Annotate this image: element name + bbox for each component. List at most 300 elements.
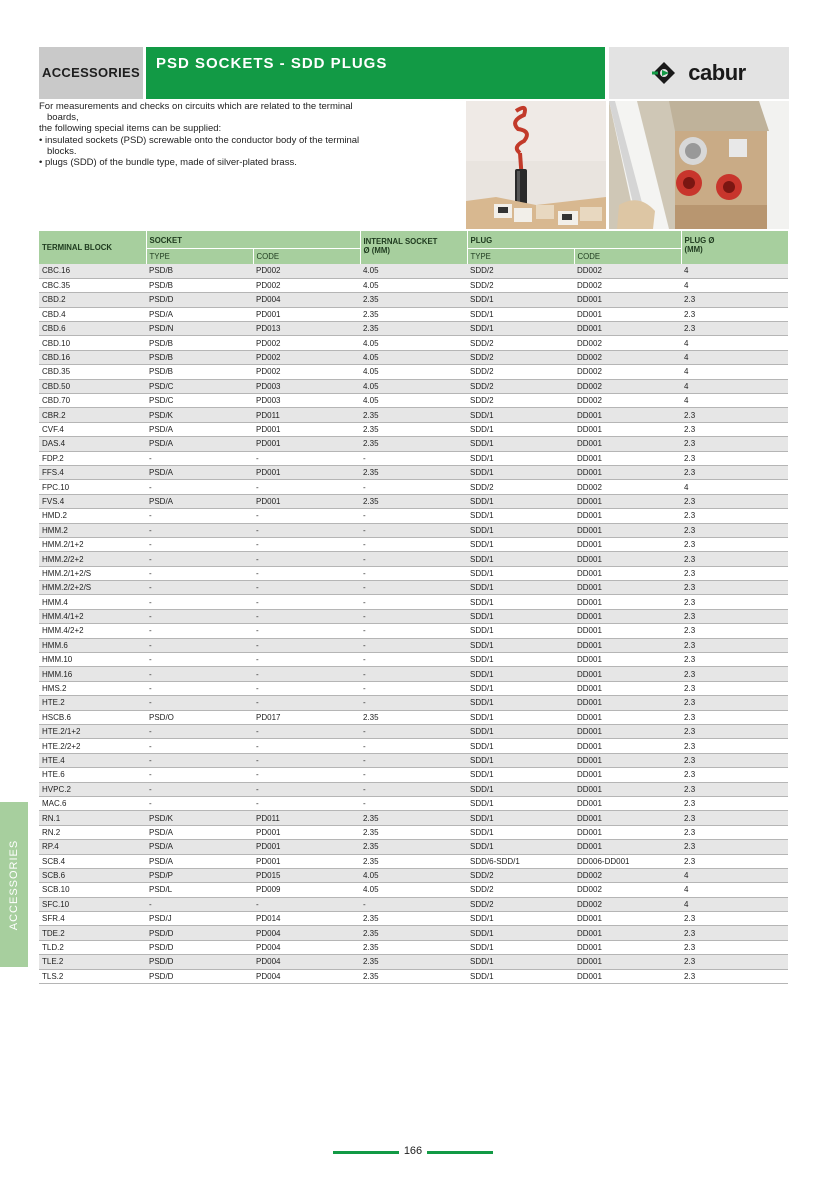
cell-socket-code: PD009 (253, 883, 360, 897)
cell-plug-diameter: 2.3 (681, 768, 788, 782)
cell-socket-type: PSD/C (146, 379, 253, 393)
cell-terminal-block: HTE.2 (39, 696, 146, 710)
cell-socket-code: PD011 (253, 408, 360, 422)
cell-plug-type: SDD/1 (467, 940, 574, 954)
cell-socket-type: PSD/A (146, 840, 253, 854)
cell-terminal-block: TDE.2 (39, 926, 146, 940)
cell-internal-socket: 4.05 (360, 365, 467, 379)
cell-internal-socket: 4.05 (360, 883, 467, 897)
cell-plug-diameter: 2.3 (681, 753, 788, 767)
cell-socket-type: PSD/A (146, 437, 253, 451)
cell-socket-type: PSD/A (146, 494, 253, 508)
cell-socket-type: - (146, 753, 253, 767)
table-row (39, 537, 788, 551)
cell-plug-type: SDD/1 (467, 725, 574, 739)
cell-plug-code: DD002 (574, 883, 681, 897)
cell-terminal-block: HMM.10 (39, 653, 146, 667)
cell-terminal-block: HMM.2 (39, 523, 146, 537)
page-number: 166 (403, 1145, 423, 1157)
cell-plug-type: SDD/1 (467, 811, 574, 825)
table-row (39, 322, 788, 336)
cell-plug-diameter: 4 (681, 883, 788, 897)
cell-plug-diameter: 2.3 (681, 609, 788, 623)
cell-socket-code: - (253, 681, 360, 695)
cell-internal-socket: - (360, 796, 467, 810)
header-socket-type: TYPE (146, 248, 253, 264)
product-photo-plug (466, 101, 606, 229)
table-row (39, 264, 788, 278)
cell-plug-type: SDD/1 (467, 537, 574, 551)
cell-plug-type: SDD/1 (467, 609, 574, 623)
cell-socket-type: PSD/B (146, 350, 253, 364)
cell-socket-code: - (253, 480, 360, 494)
cell-plug-diameter: 2.3 (681, 408, 788, 422)
cell-plug-diameter: 2.3 (681, 422, 788, 436)
cell-internal-socket: 2.35 (360, 912, 467, 926)
cell-plug-type: SDD/1 (467, 710, 574, 724)
cell-internal-socket: - (360, 595, 467, 609)
cell-internal-socket: - (360, 653, 467, 667)
cell-plug-code: DD001 (574, 509, 681, 523)
cell-plug-code: DD001 (574, 307, 681, 321)
cell-terminal-block: HMM.2/2+2 (39, 552, 146, 566)
cell-plug-type: SDD/1 (467, 653, 574, 667)
table-row (39, 811, 788, 825)
cell-terminal-block: CBC.35 (39, 278, 146, 292)
product-photo-sockets (609, 101, 789, 229)
cell-plug-type: SDD/1 (467, 624, 574, 638)
cell-socket-code: - (253, 768, 360, 782)
cell-socket-code: - (253, 653, 360, 667)
table-row (39, 926, 788, 940)
intro-line: For measurements and checks on circuits which are related to the terminal (39, 101, 353, 112)
table-row (39, 609, 788, 623)
cell-socket-code: - (253, 609, 360, 623)
cell-plug-type: SDD/1 (467, 307, 574, 321)
cell-plug-code: DD001 (574, 638, 681, 652)
cell-socket-type: PSD/B (146, 365, 253, 379)
cell-socket-type: PSD/O (146, 710, 253, 724)
table-row (39, 422, 788, 436)
cell-plug-diameter: 2.3 (681, 595, 788, 609)
cell-terminal-block: CBD.16 (39, 350, 146, 364)
cell-internal-socket: - (360, 753, 467, 767)
cell-socket-code: - (253, 509, 360, 523)
cell-internal-socket: - (360, 451, 467, 465)
table-row (39, 451, 788, 465)
cell-socket-code: PD001 (253, 825, 360, 839)
cell-plug-type: SDD/2 (467, 278, 574, 292)
intro-text (39, 101, 384, 168)
cell-socket-type: PSD/A (146, 465, 253, 479)
cell-plug-code: DD001 (574, 768, 681, 782)
cell-socket-code: PD014 (253, 912, 360, 926)
cell-socket-code: - (253, 667, 360, 681)
table-row (39, 667, 788, 681)
cell-plug-code: DD002 (574, 480, 681, 494)
cell-terminal-block: FPC.10 (39, 480, 146, 494)
cell-terminal-block: HMM.4/1+2 (39, 609, 146, 623)
cell-socket-type: - (146, 480, 253, 494)
cell-plug-code: DD001 (574, 465, 681, 479)
cell-plug-code: DD001 (574, 537, 681, 551)
table-row (39, 595, 788, 609)
cell-plug-type: SDD/1 (467, 753, 574, 767)
cell-plug-type: SDD/1 (467, 969, 574, 983)
cell-terminal-block: HMM.2/1+2 (39, 537, 146, 551)
cell-plug-diameter: 2.3 (681, 465, 788, 479)
table-row (39, 566, 788, 580)
cell-terminal-block: HTE.4 (39, 753, 146, 767)
cell-plug-type: SDD/6-SDD/1 (467, 854, 574, 868)
table-row (39, 437, 788, 451)
cell-socket-code: PD001 (253, 465, 360, 479)
cell-plug-diameter: 2.3 (681, 825, 788, 839)
cell-plug-diameter: 4 (681, 278, 788, 292)
cell-internal-socket: - (360, 523, 467, 537)
cell-plug-diameter: 2.3 (681, 624, 788, 638)
header-plug-type: TYPE (467, 248, 574, 264)
cell-terminal-block: SCB.10 (39, 883, 146, 897)
cell-plug-type: SDD/2 (467, 868, 574, 882)
cell-socket-type: - (146, 537, 253, 551)
cell-internal-socket: - (360, 537, 467, 551)
cell-socket-code: - (253, 638, 360, 652)
cell-internal-socket: 2.35 (360, 854, 467, 868)
cell-internal-socket: - (360, 480, 467, 494)
cell-socket-code: PD001 (253, 840, 360, 854)
cell-terminal-block: FFS.4 (39, 465, 146, 479)
cell-plug-type: SDD/1 (467, 796, 574, 810)
table-row (39, 379, 788, 393)
cell-terminal-block: TLS.2 (39, 969, 146, 983)
cell-plug-code: DD001 (574, 595, 681, 609)
cell-plug-diameter: 2.3 (681, 293, 788, 307)
cell-plug-type: SDD/2 (467, 350, 574, 364)
cell-terminal-block: CBD.10 (39, 336, 146, 350)
cell-socket-code: PD004 (253, 955, 360, 969)
cell-plug-diameter: 2.3 (681, 955, 788, 969)
cell-plug-type: SDD/1 (467, 768, 574, 782)
cell-socket-code: - (253, 595, 360, 609)
cell-plug-type: SDD/1 (467, 437, 574, 451)
cell-internal-socket: 4.05 (360, 394, 467, 408)
cell-plug-diameter: 2.3 (681, 638, 788, 652)
cell-socket-code: - (253, 566, 360, 580)
cell-terminal-block: FVS.4 (39, 494, 146, 508)
cell-socket-type: - (146, 681, 253, 695)
cell-socket-code: PD003 (253, 394, 360, 408)
cell-terminal-block: RN.2 (39, 825, 146, 839)
cell-socket-type: PSD/K (146, 408, 253, 422)
cell-socket-code: - (253, 523, 360, 537)
cell-socket-type: PSD/A (146, 854, 253, 868)
table-row (39, 969, 788, 983)
cell-plug-code: DD001 (574, 969, 681, 983)
cell-internal-socket: - (360, 897, 467, 911)
cell-plug-type: SDD/2 (467, 883, 574, 897)
cell-internal-socket: 2.35 (360, 307, 467, 321)
cell-socket-type: PSD/A (146, 422, 253, 436)
cell-socket-code: - (253, 552, 360, 566)
cell-plug-diameter: 2.3 (681, 782, 788, 796)
cell-plug-code: DD001 (574, 408, 681, 422)
cell-terminal-block: CBD.50 (39, 379, 146, 393)
cell-socket-code: - (253, 696, 360, 710)
cell-plug-code: DD001 (574, 667, 681, 681)
cell-socket-code: PD002 (253, 278, 360, 292)
table-body (39, 264, 788, 984)
cell-socket-type: - (146, 653, 253, 667)
cell-internal-socket: - (360, 667, 467, 681)
cell-plug-type: SDD/1 (467, 782, 574, 796)
cell-plug-type: SDD/1 (467, 523, 574, 537)
cell-internal-socket: - (360, 696, 467, 710)
header-plug-diameter (681, 231, 788, 264)
cell-socket-type: PSD/A (146, 825, 253, 839)
cell-plug-type: SDD/1 (467, 681, 574, 695)
cell-socket-type: - (146, 624, 253, 638)
cell-terminal-block: HMM.6 (39, 638, 146, 652)
cell-socket-code: PD004 (253, 926, 360, 940)
table-row (39, 955, 788, 969)
cell-terminal-block: TLD.2 (39, 940, 146, 954)
header-terminal-block: TERMINAL BLOCK (39, 231, 146, 264)
cell-plug-diameter: 4 (681, 350, 788, 364)
cell-internal-socket: - (360, 624, 467, 638)
cell-plug-type: SDD/1 (467, 912, 574, 926)
cell-internal-socket: 2.35 (360, 811, 467, 825)
cell-plug-code: DD001 (574, 552, 681, 566)
cell-socket-code: PD013 (253, 322, 360, 336)
cell-terminal-block: CBD.4 (39, 307, 146, 321)
cell-plug-code: DD001 (574, 653, 681, 667)
table-row (39, 725, 788, 739)
cell-plug-code: DD001 (574, 782, 681, 796)
cell-plug-code: DD001 (574, 494, 681, 508)
cell-plug-code: DD002 (574, 336, 681, 350)
cell-internal-socket: 2.35 (360, 408, 467, 422)
cell-internal-socket: - (360, 581, 467, 595)
cell-plug-diameter: 2.3 (681, 854, 788, 868)
footer-rule-left (333, 1151, 399, 1154)
cell-socket-type: - (146, 796, 253, 810)
table-row (39, 523, 788, 537)
cell-socket-code: PD011 (253, 811, 360, 825)
cell-socket-type: - (146, 595, 253, 609)
cell-plug-code: DD001 (574, 825, 681, 839)
cell-terminal-block: DAS.4 (39, 437, 146, 451)
cell-plug-diameter: 2.3 (681, 681, 788, 695)
cell-plug-type: SDD/1 (467, 739, 574, 753)
cell-internal-socket: 2.35 (360, 840, 467, 854)
table-row (39, 840, 788, 854)
cell-internal-socket: 4.05 (360, 868, 467, 882)
cell-terminal-block: HVPC.2 (39, 782, 146, 796)
cell-socket-type: PSD/L (146, 883, 253, 897)
header-internal-socket-label: INTERNAL SOCKET (363, 237, 438, 246)
cell-plug-diameter: 2.3 (681, 940, 788, 954)
cell-socket-type: PSD/C (146, 394, 253, 408)
cell-plug-code: DD002 (574, 868, 681, 882)
cell-plug-diameter: 2.3 (681, 451, 788, 465)
table-row (39, 912, 788, 926)
cell-plug-diameter: 2.3 (681, 566, 788, 580)
cell-socket-type: - (146, 782, 253, 796)
cell-terminal-block: HMM.16 (39, 667, 146, 681)
cell-plug-code: DD001 (574, 293, 681, 307)
cell-socket-type: PSD/D (146, 955, 253, 969)
cell-plug-type: SDD/1 (467, 926, 574, 940)
header-plug: PLUG (467, 231, 681, 248)
cell-plug-code: DD001 (574, 753, 681, 767)
cell-plug-type: SDD/2 (467, 336, 574, 350)
cell-plug-diameter: 2.3 (681, 523, 788, 537)
cell-plug-diameter: 2.3 (681, 840, 788, 854)
cell-plug-diameter: 2.3 (681, 322, 788, 336)
cell-terminal-block: CBD.35 (39, 365, 146, 379)
cell-plug-diameter: 2.3 (681, 581, 788, 595)
table-row (39, 782, 788, 796)
cell-plug-type: SDD/2 (467, 480, 574, 494)
cell-internal-socket: 2.35 (360, 940, 467, 954)
table-row (39, 854, 788, 868)
cell-socket-code: PD002 (253, 264, 360, 278)
cell-plug-type: SDD/1 (467, 595, 574, 609)
cell-socket-type: PSD/D (146, 926, 253, 940)
cell-plug-type: SDD/1 (467, 581, 574, 595)
cell-internal-socket: - (360, 782, 467, 796)
cell-terminal-block: CBD.6 (39, 322, 146, 336)
side-tab-label: ACCESSORIES (8, 839, 20, 930)
cell-plug-code: DD001 (574, 710, 681, 724)
table-row (39, 710, 788, 724)
cell-socket-code: - (253, 581, 360, 595)
cell-internal-socket: 2.35 (360, 465, 467, 479)
cell-plug-diameter: 2.3 (681, 653, 788, 667)
cell-socket-type: PSD/B (146, 264, 253, 278)
cell-socket-type: - (146, 897, 253, 911)
table-row (39, 897, 788, 911)
table-row (39, 653, 788, 667)
cell-plug-type: SDD/1 (467, 840, 574, 854)
cell-plug-code: DD001 (574, 422, 681, 436)
table-row (39, 552, 788, 566)
cell-plug-code: DD002 (574, 350, 681, 364)
header-plug-diameter-unit: (MM) (684, 245, 703, 254)
table-row (39, 868, 788, 882)
cell-socket-code: PD004 (253, 293, 360, 307)
cell-plug-type: SDD/1 (467, 451, 574, 465)
cell-plug-diameter: 4 (681, 365, 788, 379)
table-row (39, 768, 788, 782)
cell-socket-type: PSD/D (146, 293, 253, 307)
cell-terminal-block: HTE.2/1+2 (39, 725, 146, 739)
cell-socket-code: - (253, 451, 360, 465)
cell-plug-type: SDD/1 (467, 293, 574, 307)
cell-plug-diameter: 2.3 (681, 969, 788, 983)
cell-plug-diameter: 4 (681, 868, 788, 882)
cell-internal-socket: 2.35 (360, 322, 467, 336)
cell-plug-diameter: 2.3 (681, 796, 788, 810)
table-row (39, 350, 788, 364)
cell-socket-code: PD015 (253, 868, 360, 882)
cell-plug-code: DD001 (574, 581, 681, 595)
cell-socket-type: PSD/D (146, 969, 253, 983)
cell-socket-type: - (146, 696, 253, 710)
cell-terminal-block: CVF.4 (39, 422, 146, 436)
cell-socket-code: PD001 (253, 437, 360, 451)
cell-terminal-block: HMM.4/2+2 (39, 624, 146, 638)
cell-socket-code: PD001 (253, 854, 360, 868)
cell-terminal-block: HSCB.6 (39, 710, 146, 724)
cell-plug-code: DD001 (574, 840, 681, 854)
cell-plug-type: SDD/1 (467, 696, 574, 710)
cell-plug-type: SDD/1 (467, 638, 574, 652)
footer-rule-right (427, 1151, 493, 1154)
header-plug-diameter-label: PLUG Ø (684, 236, 715, 245)
cell-plug-type: SDD/1 (467, 509, 574, 523)
header-socket: SOCKET (146, 231, 360, 248)
cell-internal-socket: 2.35 (360, 437, 467, 451)
cell-plug-diameter: 2.3 (681, 509, 788, 523)
cell-plug-code: DD002 (574, 394, 681, 408)
cell-socket-code: PD002 (253, 350, 360, 364)
cell-plug-diameter: 4 (681, 897, 788, 911)
cell-socket-code: PD001 (253, 422, 360, 436)
cell-terminal-block: HMD.2 (39, 509, 146, 523)
cell-plug-type: SDD/1 (467, 552, 574, 566)
table-row (39, 394, 788, 408)
cell-internal-socket: - (360, 725, 467, 739)
intro-line: the following special items can be supplied: (39, 123, 222, 135)
header-socket-code: CODE (253, 248, 360, 264)
cell-internal-socket: 2.35 (360, 293, 467, 307)
cell-plug-type: SDD/2 (467, 264, 574, 278)
logo-wordmark: cabur (688, 60, 746, 85)
cell-terminal-block: HMM.2/1+2/S (39, 566, 146, 580)
cell-plug-code: DD001 (574, 796, 681, 810)
cell-terminal-block: CBD.2 (39, 293, 146, 307)
cell-plug-code: DD002 (574, 264, 681, 278)
cell-socket-type: PSD/P (146, 868, 253, 882)
cell-socket-code: PD002 (253, 365, 360, 379)
cell-plug-code: DD001 (574, 926, 681, 940)
cell-socket-type: - (146, 725, 253, 739)
cell-socket-type: PSD/J (146, 912, 253, 926)
table-row (39, 681, 788, 695)
page-title: PSD SOCKETS - SDD PLUGS (146, 47, 605, 99)
cell-plug-type: SDD/1 (467, 955, 574, 969)
cell-plug-type: SDD/1 (467, 422, 574, 436)
cell-plug-type: SDD/2 (467, 394, 574, 408)
cell-plug-code: DD006-DD001 (574, 854, 681, 868)
cell-plug-type: SDD/1 (467, 566, 574, 580)
cell-internal-socket: 2.35 (360, 710, 467, 724)
cell-plug-code: DD001 (574, 725, 681, 739)
cell-plug-code: DD001 (574, 451, 681, 465)
cell-socket-code: PD017 (253, 710, 360, 724)
intro-line: boards, (47, 112, 79, 124)
cell-internal-socket: - (360, 566, 467, 580)
cell-socket-type: PSD/B (146, 278, 253, 292)
cell-plug-diameter: 4 (681, 379, 788, 393)
cell-plug-type: SDD/1 (467, 465, 574, 479)
cell-terminal-block: MAC.6 (39, 796, 146, 810)
cell-plug-diameter: 2.3 (681, 696, 788, 710)
cell-internal-socket: 2.35 (360, 422, 467, 436)
cell-socket-code: - (253, 537, 360, 551)
